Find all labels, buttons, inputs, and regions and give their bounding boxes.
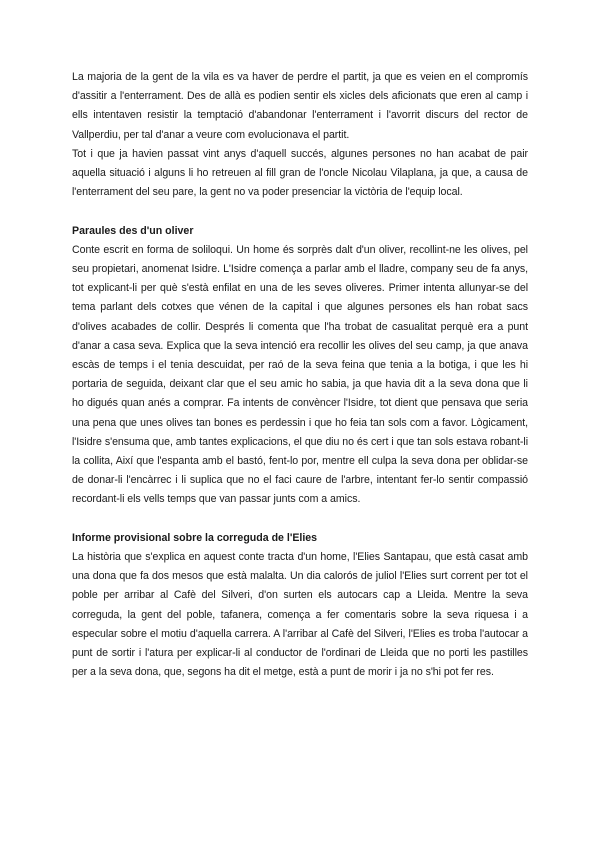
section-body-oliver: Conte escrit en forma de soliloqui. Un home és sorprès dalt d'un oliver, recollint-ne les olives, pel seu propietari, anomenat Isidre. L'Isidre comença a parlar amb el lladre, company seu de fa anys, tot explicant-li per què s'està enfilat en una de les seves oliveres. Primer intenta allunyar-se del tema parlant dels cotxes que vénen de la capital i que algunes persones els han robat sacs d'olives acabades de collir. Després li comenta que l'ha trobat de casualitat perquè era a punt d'anar a casa seva. Explica que la seva intenció era recollir les olives del seu camp, ja que anava escàs de temps i el tenia descuidat, per raó de la seva feina que tenia a la botiga, i que les hi portaria de seguida, deixant clar que el seu amic ho sabia, ja que havia dit a la seva dona que li ho digués quan anés a comprar. Fa intents de convèncer l'Isidre, tot dient que pensava que seria una pena que unes olives tan bones es perdessin i que ho feia tan sols com a favor. Lògicament, l'Isidre s'ensuma que, amb tantes explicacions, el que diu no és cert i que tan sols estava robant-li la collita, Així que l'espanta amb el bastó, fent-lo por, mentre ell culpa la seva dona per oblidar-se de donar-li l'encàrrec i li suplica que no el faci caure de l'arbre, intentant fer-lo sentir compassió recordant-li els vells temps que van passar junts com a amics. <box>72 243 528 506</box>
section-body-elies: La història que s'explica en aquest conte tracta d'un home, l'Elies Santapau, que està casat amb una dona que fa dos mesos que està malalta. Un dia calorós de juliol l'Elies surt corrent per tot el poble per arribar al Cafè del Silveri, d'on surten els autocars cap a Lleida. Mentre la seva correguda, la gent del poble, tafanera, comença a fer comentaris sobre la seva riquesa i a especular sobre el motiu d'aquella carrera. A l'arribar al Cafè del Silveri, l'Elies es troba l'autocar a punt de sortir i l'atura per explicar-li al conductor de l'ordinari de Lleida que no porti les pastilles per a la seva dona, que, segons ha dit el metge, està a punt de morir i ja no s'hi pot fer res. <box>72 551 528 679</box>
paragraph-gap <box>72 510 528 529</box>
intro-paragraph-1: La majoria de la gent de la vila es va haver de perdre el partit, ja que es veien en el compromís d'assitir a l'enterrament. Des de allà es podien sentir els xicles dels aficionats que eren al camp i ells intentaven resistir la temptació d'abandonar l'enterrament i l'avorrit discurs del rector de Vallperdiu, per tal d'anar a veure com evolucionava el partit. <box>72 71 528 141</box>
paragraph-gap <box>72 202 528 221</box>
document-page <box>72 68 528 682</box>
section-heading-elies: Informe provisional sobre la correguda de l'Elies <box>72 531 318 544</box>
section-heading-oliver: Paraules des d'un oliver <box>72 224 194 237</box>
intro-paragraph-2: Tot i que ja havien passat vint anys d'aquell succés, algunes persones no han acabat de pair aquella situació i alguns li ho retreuen al fill gran de l'oncle Nicolau Vilaplana, ja que, a causa de l'enterrament del seu pare, la gent no va poder presenciar la victòria de l'equip local. <box>72 147 528 199</box>
